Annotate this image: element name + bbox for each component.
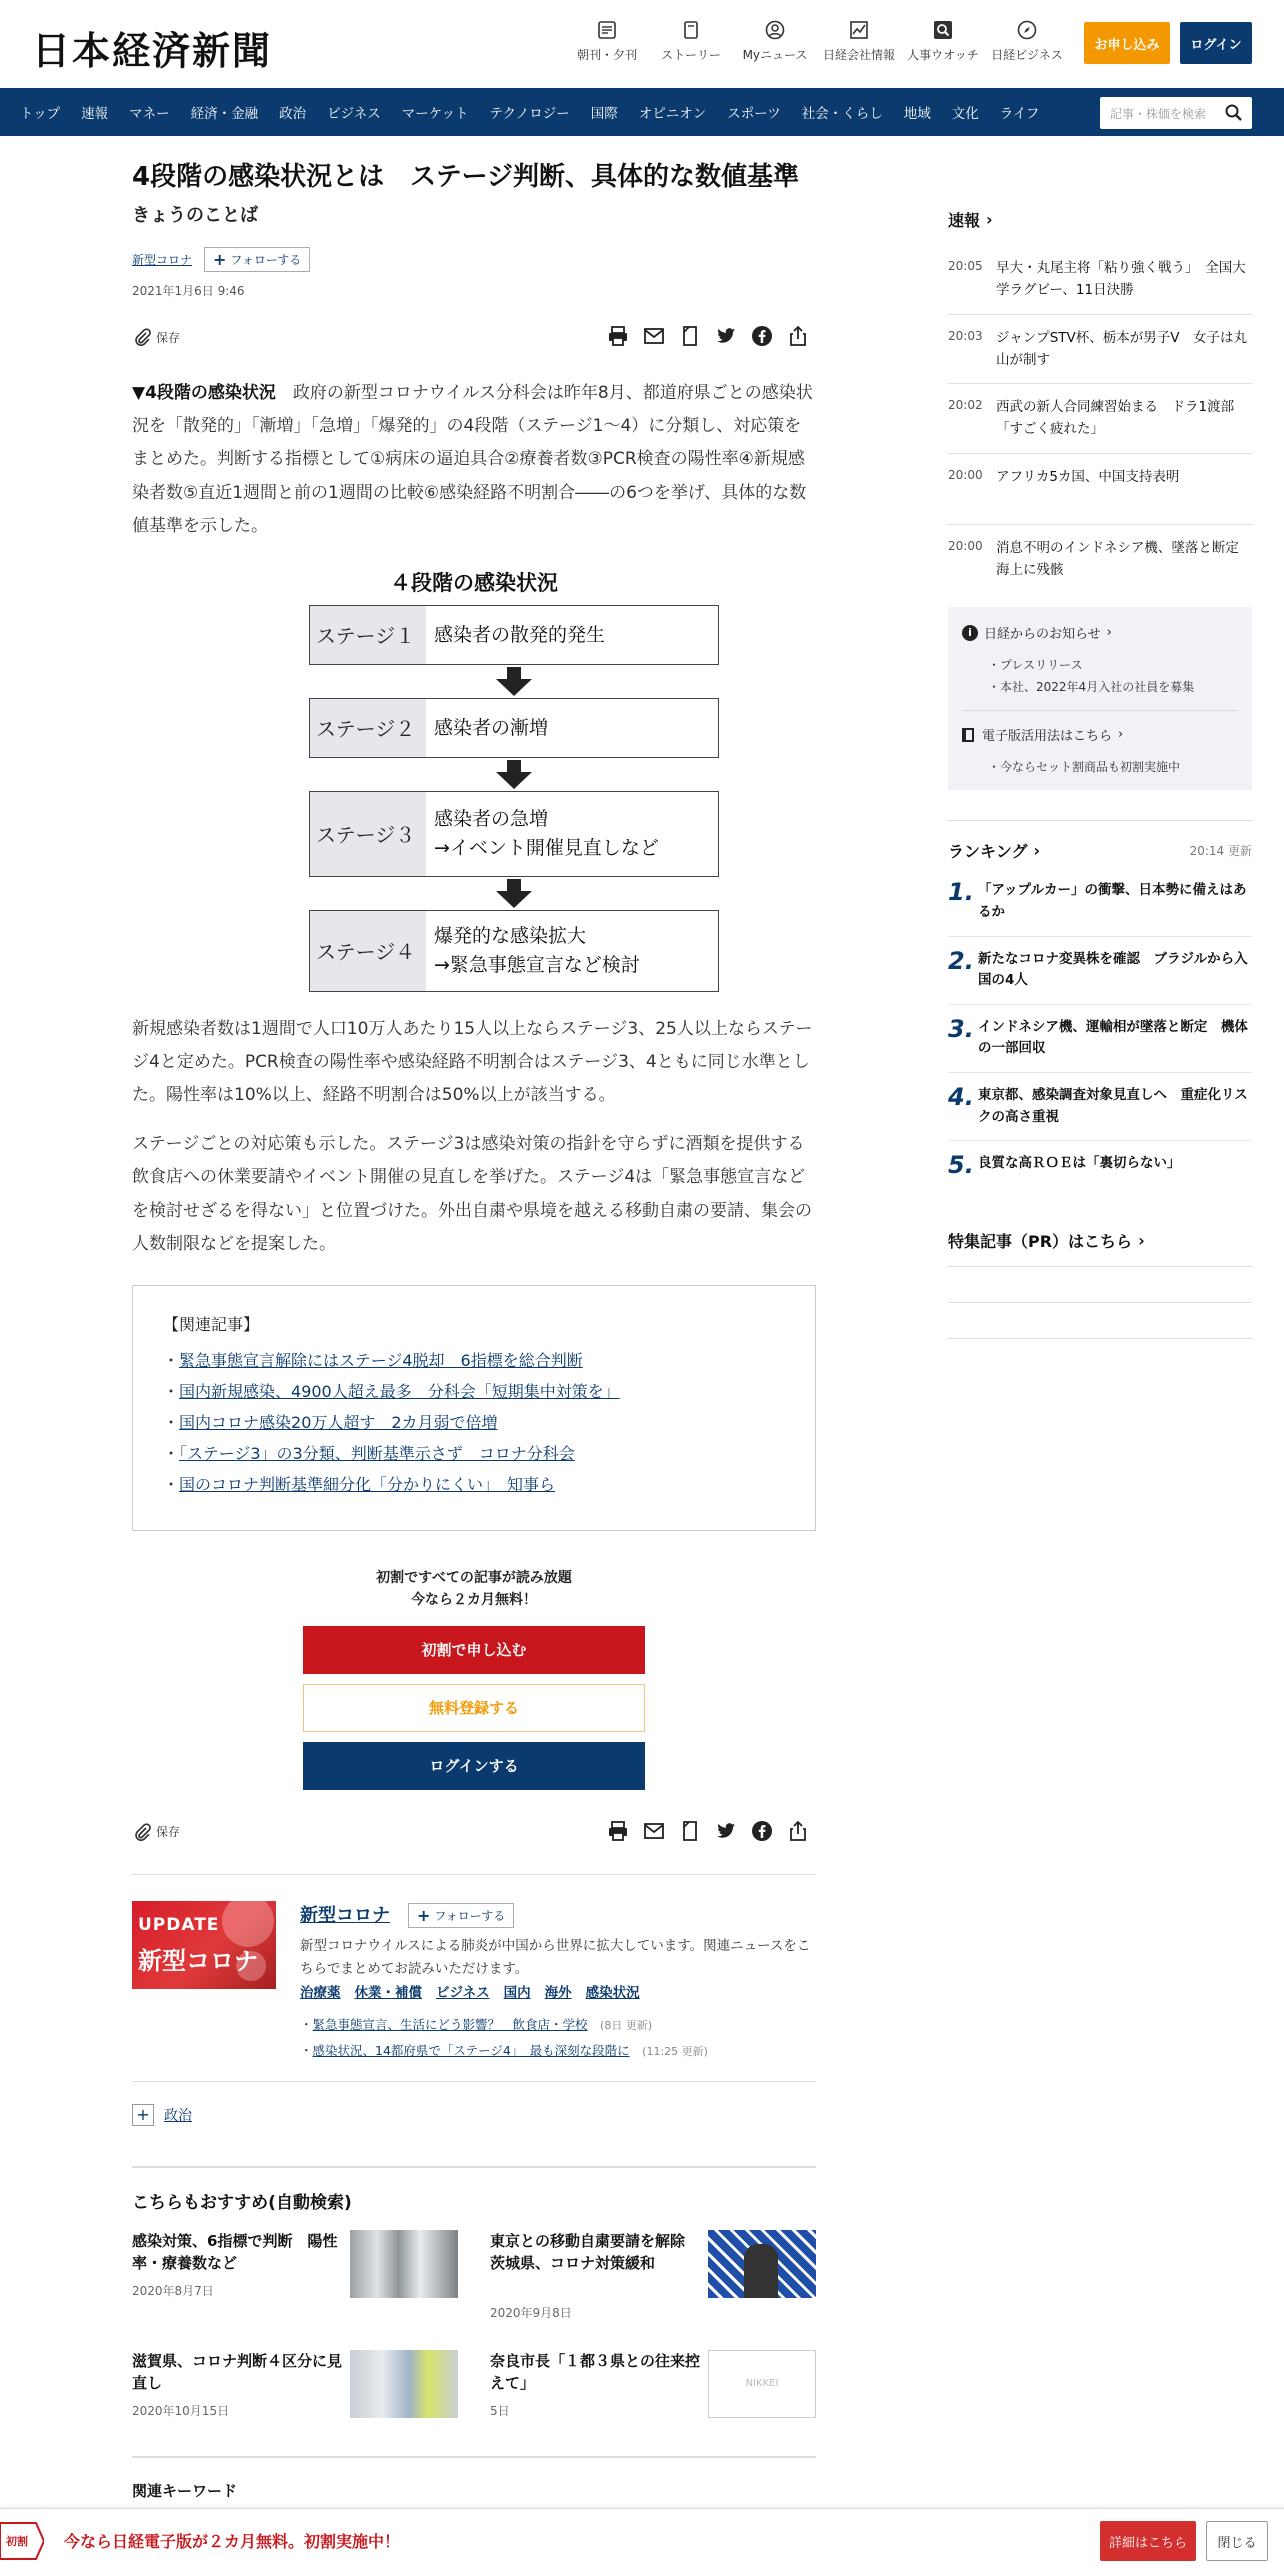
notice-item[interactable]: ・本社、2022年4月入社の社員を募集 — [988, 680, 1195, 695]
story-icon — [681, 20, 701, 40]
reco-card[interactable] — [132, 2350, 458, 2450]
promo-close-button[interactable]: 閉じる — [1206, 2521, 1268, 2561]
ranking-number: 3. — [948, 1014, 974, 1043]
share-icon[interactable] — [780, 1820, 816, 1842]
ranking-item[interactable] — [948, 937, 1252, 1005]
notice-item-text[interactable]: プレスリリース — [1000, 658, 1083, 673]
news-item[interactable] — [948, 525, 1252, 594]
notice-item-text[interactable]: 本社、2022年4月入社の社員を募集 — [1000, 680, 1195, 695]
stage-desc-line: →緊急事態宣言など検討 — [434, 953, 640, 976]
news-time: 20:03 — [948, 328, 983, 343]
memo-icon[interactable] — [672, 1820, 708, 1842]
paperclip-icon — [132, 1822, 152, 1842]
related-link[interactable]: 国内コロナ感染20万人超す 2カ月弱で倍増 — [179, 1412, 498, 1432]
plus-icon[interactable]: + — [132, 2104, 154, 2126]
print-icon[interactable] — [600, 1820, 636, 1842]
ebook-item-text[interactable]: 今ならセット割商品も初割実施中 — [1000, 760, 1181, 775]
facebook-icon[interactable] — [744, 325, 780, 347]
topic-article: ・緊急事態宣言、生活にどう影響？ 飲食店・学校 (8日 更新) — [300, 2016, 653, 2032]
reco-title[interactable]: 奈良市長「１都３県との往来控えて」 — [490, 2351, 701, 2393]
subscribe-button[interactable]: 初割で申し込む — [303, 1626, 645, 1674]
paywall — [132, 1567, 816, 1790]
pr-heading[interactable] — [948, 1229, 1252, 1267]
reco-thumbnail-placeholder[interactable] — [708, 2350, 816, 2418]
article-toolbar-top — [132, 321, 816, 361]
ranking-number: 5. — [948, 1151, 974, 1180]
nav-item[interactable]: テクノロジー — [489, 106, 570, 122]
notice-heading[interactable] — [962, 623, 1238, 642]
twitter-icon[interactable] — [708, 325, 744, 347]
reco-date: 2020年8月7日 — [132, 2283, 214, 2298]
subtopic-link[interactable]: 休業・補償 — [354, 1984, 422, 2001]
icon-label: Myニュース — [742, 48, 808, 62]
news-time: 20:02 — [948, 398, 983, 413]
save-button[interactable] — [132, 327, 180, 347]
site-header — [0, 0, 1284, 88]
topic-image-name: 新型コロナ — [138, 1946, 258, 1975]
related-link[interactable]: 国のコロナ判断基準細分化「分かりにくい」 知事ら — [179, 1474, 556, 1494]
article-date: 2021年1月6日 9:46 — [132, 284, 245, 299]
stage-desc-line: 感染者の漸増 — [434, 716, 549, 739]
topic-image-update: UPDATE — [138, 1914, 220, 1935]
search-icon[interactable] — [1224, 103, 1244, 123]
paywall-line: 今なら２カ月無料！ — [411, 1592, 537, 1609]
ebook-heading-label: 電子版活用法はこちら — [982, 729, 1113, 745]
topic-article: ・感染状況、14都府県で「ステージ4」 最も深刻な段階に (11:25 更新) — [300, 2042, 708, 2058]
ranking-heading[interactable] — [948, 839, 1040, 862]
recommendations — [132, 2188, 816, 2472]
icon-label: 朝刊・夕刊 — [576, 48, 637, 62]
down-arrow-icon — [494, 879, 534, 909]
lead-bold: ▼4段階の感染状況 — [132, 383, 276, 404]
reco-thumbnail[interactable] — [350, 2350, 458, 2418]
stage-label: ステージ１ — [310, 606, 426, 664]
nav-item[interactable]: 社会・くらし — [801, 106, 883, 122]
down-arrow-icon — [494, 760, 534, 790]
related-articles-box — [132, 1285, 816, 1531]
stage-diagram — [174, 567, 774, 987]
reco-title[interactable]: 滋賀県、コロナ判断４区分に見直し — [132, 2351, 343, 2393]
breaking-news-heading[interactable] — [948, 208, 1252, 231]
ebook-heading[interactable] — [962, 725, 1238, 744]
print-icon[interactable] — [600, 325, 636, 347]
stage-desc-line: 感染者の散発的発生 — [434, 623, 606, 646]
nav-item[interactable]: 速報 — [81, 106, 109, 122]
related-link[interactable]: 緊急事態宣言解除にはステージ4脱却 6指標を総合判断 — [179, 1350, 583, 1370]
article-paragraph — [132, 377, 816, 543]
search-person-icon — [933, 20, 953, 40]
topic-box — [132, 1874, 816, 2082]
nikkei-logo[interactable]: 日本経済新聞 — [32, 28, 273, 73]
follow-label: フォローする — [434, 1908, 506, 1923]
search-input[interactable] — [1100, 97, 1252, 129]
reco-heading: こちらもおすすめ(自動検索) — [132, 2192, 352, 2213]
reco-date: 5日 — [490, 2403, 510, 2418]
related-link[interactable]: 「ステージ3」の3分類、判断基準示さず コロナ分科会 — [179, 1443, 575, 1463]
nav-item[interactable]: トップ — [20, 106, 61, 122]
mail-icon[interactable] — [636, 1820, 672, 1842]
newspaper-icon — [597, 20, 617, 40]
paperclip-icon — [132, 327, 152, 347]
related-item: ・国内新規感染、4900人超え最多 分科会「短期集中対策を」 — [163, 1381, 620, 1401]
nav-item[interactable]: ビジネス — [327, 106, 381, 122]
article-paragraph: ステージごとの対応策も示した。ステージ3は感染対策の指針を守らずに酒類を提供する飲食店への休業要請やイベント開催の見直しを挙げた。ステージ4は「緊急事態宣言などを検討せざるを得ない」と位置づけた。外出自粛や県境を越える移動自粛の要請、集会の人数制限などを提案した。 — [132, 1134, 812, 1254]
stage-desc — [426, 699, 548, 757]
notice-item[interactable]: ・プレスリリース — [988, 658, 1083, 673]
ranking-heading-label: ランキング — [948, 842, 1028, 862]
main-nav — [0, 88, 1284, 136]
reco-card[interactable] — [132, 2230, 458, 2330]
notice-box — [948, 607, 1252, 790]
share-icons — [600, 1820, 816, 1842]
article-main — [132, 160, 816, 2472]
ranking-updated: 20:14 更新 — [1189, 844, 1252, 859]
topic-article-link[interactable]: 緊急事態宣言、生活にどう影響？ 飲食店・学校 — [312, 2016, 588, 2032]
related-item: ・緊急事態宣言解除にはステージ4脱却 6指標を総合判断 — [163, 1350, 583, 1370]
chevron-right-icon: › — [1106, 625, 1112, 641]
stage-box — [309, 910, 719, 992]
paywall-line: 初割ですべての記事が読み放題 — [376, 1569, 572, 1586]
morning-evening-edition-link[interactable] — [568, 20, 646, 63]
reco-title[interactable]: 東京との移動自粛要請を解除 茨城県、コロナ対策緩和 — [490, 2231, 701, 2273]
book-icon — [962, 728, 974, 742]
stage-label: ステージ２ — [310, 699, 426, 757]
diagram-title: ４段階の感染状況 — [390, 570, 558, 595]
ranking-text[interactable]: 「アップルカー」の衝撃、日本勢に備えはあるか — [978, 882, 1247, 920]
topic-title-link[interactable]: 新型コロナ — [300, 1904, 390, 1926]
news-text[interactable]: ジャンプSTV杯、栃本が男子V 女子は丸山が制す — [996, 329, 1248, 368]
pr-heading-label: 特集記事（PR）はこちら — [948, 1232, 1133, 1252]
bottom-promo-bar — [0, 2508, 1284, 2568]
stage-desc — [426, 911, 640, 991]
nav-item[interactable]: ライフ — [999, 106, 1040, 122]
subtopic-link[interactable]: 国内 — [503, 1984, 531, 2001]
topic-image[interactable] — [132, 1901, 276, 1989]
promo-text: 今なら日経電子版が２カ月無料。初割実施中！ — [64, 2532, 401, 2551]
ranking-item[interactable] — [948, 868, 1252, 936]
subtopic-link[interactable]: 海外 — [544, 1984, 572, 2001]
notice-heading-label: 日経からのお知らせ — [984, 627, 1101, 643]
icon-label: ストーリー — [660, 48, 721, 62]
tag-row — [132, 247, 816, 272]
facebook-icon[interactable] — [744, 1820, 780, 1842]
topic-description: 新型コロナウイルスによる肺炎が中国から世界に拡大しています。関連ニュースをこちらでまとめてお読みいただけます。 — [300, 1937, 811, 1977]
stage-desc-line: →イベント開催見直しなど — [434, 836, 659, 859]
related-item: ・国のコロナ判断基準細分化「分かりにくい」 知事ら — [163, 1474, 556, 1494]
nav-item[interactable]: 国際 — [590, 106, 618, 122]
stage-label: ステージ４ — [310, 911, 426, 991]
news-text[interactable]: 消息不明のインドネシア機、墜落と断定 海上に残骸 — [996, 539, 1253, 579]
follow-label: フォローする — [230, 253, 302, 268]
related-item: ・国内コロナ感染20万人超す 2カ月弱で倍増 — [163, 1412, 498, 1432]
topic-article-meta: (8日 更新) — [600, 2018, 653, 2032]
save-button[interactable] — [132, 1822, 180, 1842]
reco-title[interactable]: 感染対策、6指標で判断 陽性率・療養数など — [132, 2231, 338, 2273]
ebook-section — [962, 710, 1238, 778]
topic-follow-button[interactable] — [408, 1903, 514, 1928]
reco-date: 2020年10月15日 — [132, 2403, 230, 2418]
reco-thumbnail[interactable] — [708, 2230, 816, 2298]
news-text[interactable]: アフリカ5カ国、中国支持表明 — [996, 468, 1180, 485]
chevron-right-icon: › — [986, 210, 993, 229]
login-button[interactable]: ログイン — [1180, 22, 1252, 64]
share-icon[interactable] — [780, 325, 816, 347]
ranking-text[interactable]: 良質な高ＲＯＥは「裏切らない」 — [978, 1155, 1181, 1172]
share-icons — [600, 325, 816, 347]
nav-item[interactable]: マーケット — [401, 106, 469, 122]
nav-item[interactable]: 経済・金融 — [190, 106, 259, 122]
pr-placeholder-row — [948, 1303, 1252, 1339]
stage-box — [309, 791, 719, 877]
breaking-news-label: 速報 — [948, 211, 981, 230]
save-label: 保存 — [156, 1825, 181, 1840]
topic-article-link[interactable]: 感染状況、14都府県で「ステージ4」 最も深刻な段階に — [312, 2042, 630, 2058]
nav-item[interactable]: 文化 — [951, 106, 979, 122]
topic-subtopics — [300, 1981, 654, 2001]
news-item[interactable] — [948, 454, 1252, 525]
apply-button[interactable]: お申し込み — [1084, 22, 1170, 64]
save-label: 保存 — [156, 330, 181, 345]
ranking-header — [948, 839, 1252, 862]
article-title: 4段階の感染状況とは ステージ判断、具体的な数値基準 — [132, 162, 800, 192]
topic-article-meta: (11:25 更新) — [642, 2044, 708, 2058]
article-toolbar-bottom — [132, 1816, 816, 1856]
subtopic-link[interactable]: ビジネス — [436, 1984, 490, 2001]
ranking-number: 2. — [948, 946, 974, 975]
ranking-number: 4. — [948, 1082, 974, 1111]
promo-detail-button[interactable]: 詳細はこちら — [1100, 2521, 1196, 2561]
user-icon — [765, 20, 785, 40]
article-paragraph: 新規感染者数は1週間で人口10万人あたり15人以上ならステージ3、25人以上ならステージ4と定めた。PCR検査の陽性率や感染経路不明割合はステージ3、4ともに同じ水準とした。陽性率は10%以上、経路不明割合は50%以上が該当する。 — [132, 1018, 813, 1106]
news-text[interactable]: 早大・丸尾主将「粘り強く戦う」 全国大学ラグビー、11日決勝 — [996, 260, 1246, 299]
stage-box — [309, 605, 719, 665]
politics-topic[interactable] — [132, 2104, 816, 2126]
pr-placeholder-row — [948, 1267, 1252, 1303]
login-paywall-button[interactable]: ログインする — [303, 1742, 645, 1790]
news-time: 20:05 — [948, 259, 983, 273]
nav-item[interactable]: 地域 — [903, 106, 931, 122]
sidebar — [948, 208, 1252, 1339]
stage-desc-line: 感染者の急増 — [434, 808, 549, 831]
related-heading: 【関連記事】 — [163, 1314, 260, 1334]
news-text[interactable]: 西武の新人合同練習始まる ドラ1渡部「すごく疲れた」 — [996, 399, 1235, 438]
ranking-text[interactable]: 東京都、感染調査対象見直しへ 重症化リスクの高さ重視 — [978, 1086, 1248, 1125]
company-info-link[interactable] — [820, 20, 898, 63]
news-item[interactable] — [948, 315, 1252, 385]
stage-desc-line: 爆発的な感染拡大 — [434, 925, 587, 948]
mail-icon[interactable] — [636, 325, 672, 347]
plus-icon: + — [213, 250, 227, 270]
topic-tag-link[interactable]: 新型コロナ — [132, 253, 193, 268]
ranking-text[interactable]: インドネシア機、運輸相が墜落と断定 機体の一部回収 — [978, 1018, 1248, 1057]
reco-card[interactable] — [490, 2350, 816, 2450]
icon-label: 人事ウオッチ — [907, 48, 979, 62]
nav-item[interactable]: 政治 — [279, 106, 307, 122]
notice-list — [962, 654, 1238, 698]
ranking-item[interactable] — [948, 1005, 1252, 1073]
plus-icon: + — [417, 1905, 431, 1925]
twitter-icon[interactable] — [708, 1820, 744, 1842]
ranking-list — [948, 868, 1252, 1189]
stage-label: ステージ３ — [310, 792, 426, 876]
icon-label: 日経ビジネス — [991, 48, 1063, 62]
memo-icon[interactable] — [672, 325, 708, 347]
stage-desc — [426, 792, 659, 876]
reco-card[interactable] — [490, 2230, 816, 2330]
ranking-section — [948, 820, 1252, 1189]
free-register-button[interactable]: 無料登録する — [303, 1684, 645, 1732]
pr-section — [948, 1229, 1252, 1339]
related-keywords-heading: 関連キーワード — [132, 2456, 816, 2501]
story-link[interactable] — [652, 20, 730, 63]
ranking-number: 1. — [948, 878, 974, 907]
nav-item[interactable]: スポーツ — [727, 106, 781, 122]
down-arrow-icon — [494, 667, 534, 697]
nikkei-business-link[interactable] — [988, 20, 1066, 63]
nav-item[interactable]: オピニオン — [638, 106, 707, 122]
stage-box — [309, 698, 719, 758]
subtopic-link[interactable]: 治療薬 — [300, 1984, 341, 2001]
article-subtitle: きょうのことば — [132, 205, 258, 227]
stage-desc — [426, 606, 605, 664]
nav-list — [20, 88, 1060, 136]
paragraph-text: 政府の新型コロナウイルス分科会は昨年8月、都道府県ごとの感染状況を「散発的」「漸増」「急増」「爆発的」の4段階（ステージ1～4）に分類し、対応策をまとめた。判断する指標として①病床の逼迫具合②療養者数③PCR検査の陽性率④新規感染者数⑤直近1週間と前の1週間の比較⑥感染経路不明割合――の6つを挙げ、具体的な数値基準を示した。 — [132, 383, 813, 536]
chevron-right-icon: › — [1118, 727, 1124, 743]
ranking-item[interactable] — [948, 1073, 1252, 1141]
nav-item[interactable]: マネー — [129, 106, 170, 122]
related-link[interactable]: 国内新規感染、4900人超え最多 分科会「短期集中対策を」 — [179, 1381, 620, 1401]
chart-icon — [849, 20, 869, 40]
compass-icon — [1017, 20, 1037, 40]
news-item[interactable] — [948, 245, 1252, 315]
reco-date: 2020年9月8日 — [490, 2305, 572, 2320]
politics-link[interactable]: 政治 — [164, 2107, 192, 2124]
ranking-text[interactable]: 新たなコロナ変異株を確認 ブラジルから入国の4人 — [978, 950, 1248, 989]
chevron-right-icon: › — [1033, 841, 1041, 861]
chevron-right-icon: › — [1138, 1231, 1145, 1251]
related-item: ・「ステージ3」の3分類、判断基準示さず コロナ分科会 — [163, 1443, 575, 1463]
reco-thumbnail[interactable] — [350, 2230, 458, 2298]
news-item[interactable] — [948, 384, 1252, 454]
icon-label: 日経会社情報 — [822, 48, 895, 62]
personnel-watch-link[interactable] — [904, 20, 982, 63]
news-time: 20:00 — [948, 467, 983, 482]
my-news-link[interactable] — [736, 20, 814, 63]
politics-topic-row — [132, 2082, 816, 2168]
search-placeholder: 記事・株価を検索 — [1110, 107, 1207, 121]
follow-button[interactable] — [204, 247, 310, 272]
news-time: 20:00 — [948, 538, 983, 553]
promo-badge-text: 初割 — [6, 2535, 28, 2548]
subtopic-link[interactable]: 感染状況 — [585, 1984, 640, 2001]
breaking-news-list — [948, 245, 1252, 593]
info-icon: i — [962, 625, 978, 641]
ebook-item[interactable]: ・今ならセット割商品も初割実施中 — [988, 760, 1181, 775]
nikkei-placeholder-logo: NIKKEI — [745, 2378, 779, 2390]
ranking-item[interactable] — [948, 1141, 1252, 1189]
